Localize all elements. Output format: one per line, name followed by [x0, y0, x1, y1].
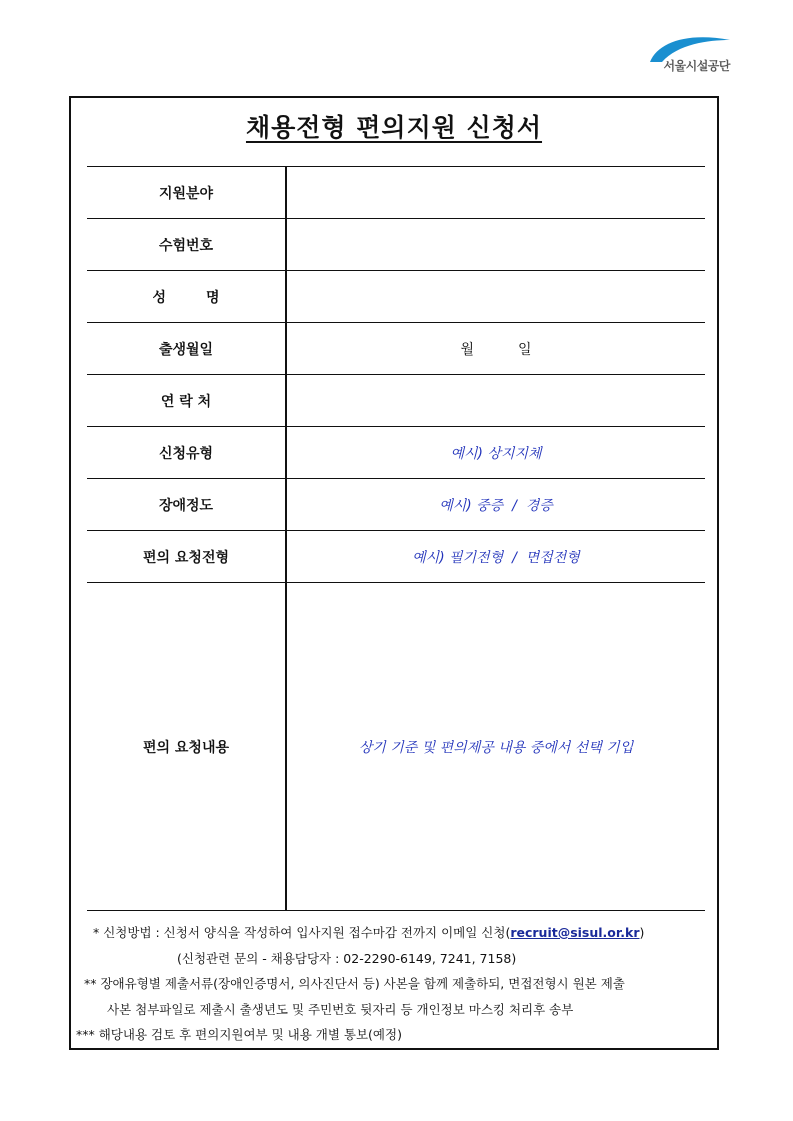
form-row-contact [87, 375, 705, 427]
form-row-requested-stage [87, 531, 705, 583]
application-notes [71, 920, 717, 1048]
input-requested-stage[interactable]: 예시) 필기전형 / 면접전형 [412, 549, 580, 566]
input-request-details[interactable]: 상기 기준 및 편의제공 내용 중에서 선택 기입 [358, 739, 634, 756]
input-contact[interactable] [287, 375, 705, 426]
input-request-type[interactable]: 예시) 상지지체 [450, 445, 542, 462]
application-form-frame [69, 96, 719, 1050]
form-row-name [87, 271, 705, 323]
input-birth-date[interactable] [287, 323, 705, 374]
label-disability-degree: 장애정도 [87, 479, 287, 530]
label-request-type: 신청유형 [87, 427, 287, 478]
input-exam-number[interactable] [287, 219, 705, 270]
form-row-field [87, 167, 705, 219]
form-title: 채용전형 편의지원 신청서 [245, 113, 543, 142]
birth-month-label: 월 [460, 341, 474, 358]
birth-day-label: 일 [518, 341, 532, 358]
label-contact: 연 락 처 [87, 375, 287, 426]
form-table [87, 166, 705, 911]
organization-logo [640, 34, 740, 78]
note-notification: *** 해당내용 검토 후 편의지원여부 및 내용 개별 통보(예정) [76, 1027, 402, 1042]
label-requested-stage: 편의 요청전형 [87, 531, 287, 582]
note-contact-info: (신청관련 문의 - 채용담당자 : 02-2290-6149, 7241, 7158) [177, 950, 517, 966]
email-link[interactable]: recruit@sisul.or.kr [510, 925, 640, 940]
label-field: 지원분야 [87, 167, 287, 218]
form-row-disability-degree [87, 479, 705, 531]
logo-text: 서울시설공단 [663, 59, 730, 73]
input-field[interactable] [287, 167, 705, 218]
form-row-exam-number [87, 219, 705, 271]
note-privacy-masking: 사본 첨부파일로 제출시 출생년도 및 주민번호 뒷자리 등 개인정보 마스킹 처리후 송부 [107, 1001, 574, 1017]
input-name[interactable] [287, 271, 705, 322]
label-exam-number: 수험번호 [87, 219, 287, 270]
form-row-request-type [87, 427, 705, 479]
note-application-method: * 신청방법 : 신청서 양식을 작성하여 입사지원 접수마감 전까지 이메일 신청(recruit@sisul.or.kr) [93, 925, 645, 940]
note-documents: ** 장애유형별 제출서류(장애인증명서, 의사진단서 등) 사본을 함께 제출하되, 면접전형시 원본 제출 [84, 976, 625, 991]
input-disability-degree[interactable]: 예시) 중증 / 경증 [439, 497, 553, 514]
form-row-request-details [87, 583, 705, 910]
label-name: 성 명 [87, 271, 287, 322]
label-request-details: 편의 요청내용 [87, 583, 287, 910]
form-row-birth-date [87, 323, 705, 375]
label-birth-date: 출생월일 [87, 323, 287, 374]
